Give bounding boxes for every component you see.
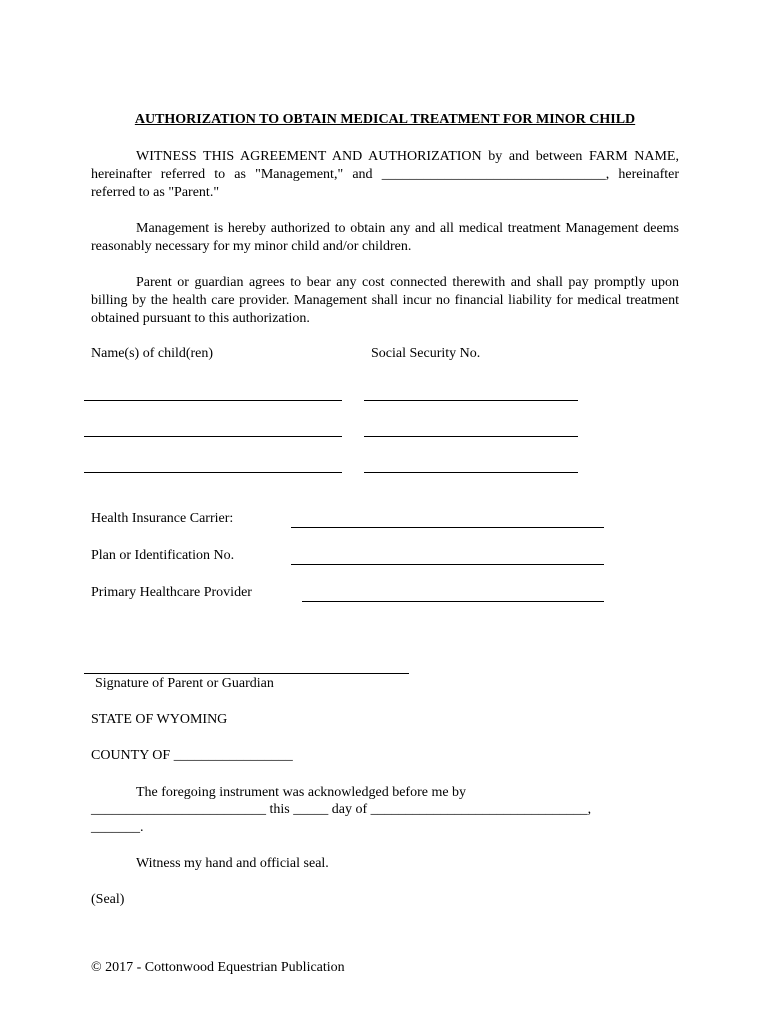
child-name-line-3[interactable]	[84, 472, 342, 473]
county-line: COUNTY OF _________________	[91, 748, 293, 763]
plan-id-line[interactable]	[291, 564, 604, 565]
cost-paragraph: Parent or guardian agrees to bear any cost connected therewith and shall pay promptly upon billing by the health care provider. Management shall incur no financial liability for medical treatment obtained pursuant to this authorization.	[91, 275, 679, 326]
signature-label: Signature of Parent or Guardian	[95, 676, 274, 691]
document-title: AUTHORIZATION TO OBTAIN MEDICAL TREATMENT FOR MINOR CHILD	[134, 112, 636, 127]
acknowledgment-line-2: _________________________ this _____ day of _______________________________,	[91, 802, 592, 817]
signature-line[interactable]	[84, 673, 409, 674]
children-name-header: Name(s) of child(ren)	[91, 346, 214, 361]
ssn-header: Social Security No.	[371, 346, 481, 361]
state-line: STATE OF WYOMING	[91, 712, 228, 727]
ssn-line-1[interactable]	[364, 400, 578, 401]
insurance-carrier-label: Health Insurance Carrier:	[91, 511, 234, 526]
acknowledgment-line-1: The foregoing instrument was acknowledged before me by	[136, 785, 467, 800]
insurance-carrier-line[interactable]	[291, 527, 604, 528]
child-name-line-1[interactable]	[84, 400, 342, 401]
primary-provider-line[interactable]	[302, 601, 604, 602]
child-name-line-2[interactable]	[84, 436, 342, 437]
plan-id-label: Plan or Identification No.	[91, 548, 235, 563]
ssn-line-3[interactable]	[364, 472, 578, 473]
acknowledgment-line-3: _______.	[91, 820, 144, 835]
management-paragraph: Management is hereby authorized to obtain any and all medical treatment Management deems reasonably necessary for my minor child and/or children.	[91, 221, 679, 254]
witness-paragraph: WITNESS THIS AGREEMENT AND AUTHORIZATION by and between FARM NAME, hereinafter referred to as "Management," and ________________________________, hereinafter referred to as "Parent."	[91, 149, 679, 200]
witness-seal-text: Witness my hand and official seal.	[136, 856, 329, 871]
ssn-line-2[interactable]	[364, 436, 578, 437]
copyright-footer: © 2017 - Cottonwood Equestrian Publication	[91, 960, 345, 975]
seal-label: (Seal)	[91, 892, 125, 907]
primary-provider-label: Primary Healthcare Provider	[91, 585, 252, 600]
